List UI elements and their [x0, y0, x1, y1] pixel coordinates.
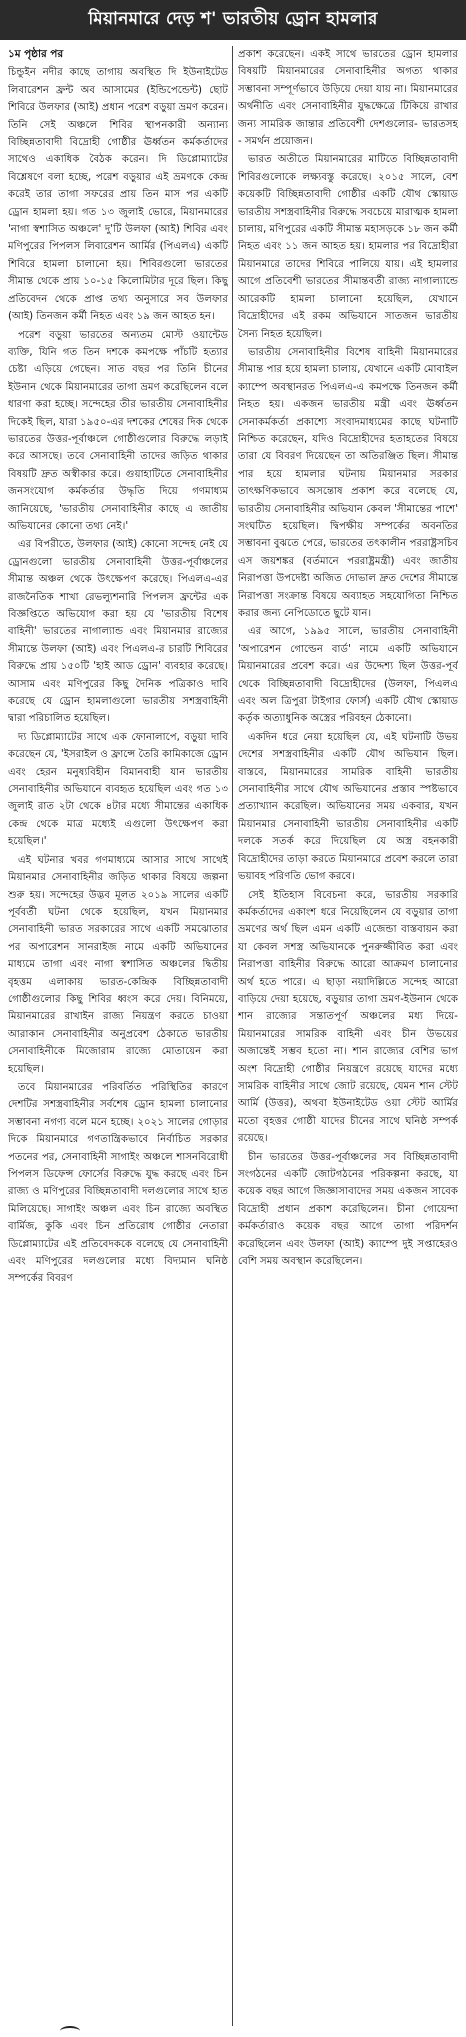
paragraph: দ্য ডিপ্লোম্যাটের সাথে এক ফোনালাপে, বড়ুয়া দাবি করেছেন যে, 'ইসরাইল ও ফ্রান্সে তৈরি কামিকাজে ড্রোন এবং হেরন মনুষ্যবিহীন বিমানবাহী যান ভারতীয় সেনাবাহিনীর অভিযানে ব্যবহৃত হয়েছিল এবং গত ১৩ জুলাই রাত ২টা থেকে ৪টার মধ্যে সীমান্তের একাধিক কেন্দ্র থেকে মাত্র মধ্যেই এগুলো উৎক্ষেপণ করা হয়েছিল।' [8, 731, 228, 848]
paragraph: পরেশ বড়ুয়া ভারতের অন্যতম মোস্ট ওয়ান্টেড ব্যক্তি, যিনি গত তিন দশকে কমপক্ষে পাঁচটি হত্যার চেষ্টা এড়িয়ে গেছেন। সাত বছর পর তিনি চীনের ইউনান থেকে মিয়ানমারের তাগা ভ্রমণ করেছিলেন বলে ধারণা করা হচ্ছে। সন্দেহের তীর ভারতীয় সেনাবাহিনীর দিকেই ছিল, যারা ১৯৫০-এর দশকের শেষের দিক থেকে ভারতের উত্তর-পূর্বাঞ্চলে গোষ্ঠীগুলোর বিরুদ্ধে লড়াই করে আসছে। তবে সেনাবাহিনী তাদের জড়িত থাকার বিষয়টি দ্রুত অস্বীকার করে। গুয়াহাটিতে সেনাবাহিনীর জনসংযোগ কর্মকর্তার উদ্ধৃতি দিয়ে গণমাধ্যম জানিয়েছে, 'ভারতীয় সেনাবাহিনীর কাছে এ জাতীয় অভিযানের কোনো তথ্য নেই।' [8, 329, 228, 532]
continued-label: ১ম পৃষ্ঠার পর [8, 48, 64, 60]
column-divider [232, 46, 233, 2026]
paragraph: চীন ভারতের উত্তর-পূর্বাঞ্চলের সব বিচ্ছিন্নতাবাদী সংগঠনের একটি জোটগঠনের পরিকল্পনা করছে, যা কয়েক বছর আগে জিজ্ঞাসাবাদের সময় একজন সাবেক বিদ্রোহী প্রধান প্রকাশ করেছিলেন। চীনা গোয়েন্দা কর্মকর্তারাও কয়েক বছর আগে তাগা পরিদর্শন করেছিলেন এবং উলফা (আই) ক্যাম্পে দুই সপ্তাহেরও বেশি সময় অবস্থান করেছিলেন। [238, 1151, 458, 1268]
paragraph: সেই ইতিহাস বিবেচনা করে, ভারতীয় সরকারি কর্মকর্তাদের একাংশ ধরে নিয়েছিলেন যে বড়ুয়ার তাগা ভ্রমণের অর্থ ছিল এমন একটি এজেন্ডা বাস্তবায়ন করা যা কেবল সশস্ত্র অভিযানকে পুনরুজ্জীবিত করা এবং নিরাপত্তা বাহিনীর বিরুদ্ধে আরো আক্রমণ চালানোর অর্থ হতে পারে। এ ছাড়া নয়াদিল্লিতে সন্দেহ আরো বাড়িয়ে দেয়া হয়েছে, বড়ুয়ার তাগা ভ্রমণ-ইউনান থেকে শান রাজ্যের সন্তাতপূর্ণ অঞ্চলের মধ্য দিয়ে- মিয়ানমারের সামরিক বাহিনী এবং চীন উভয়ের অজান্তেই সম্ভব হতো না। শান রাজ্যের বেশির ভাগ অংশ বিদ্রোহী গোষ্ঠীর নিয়ন্ত্রণে রয়েছে যাদের মধ্যে সামরিক বাহিনীর সাথে জোট রয়েছে, যেমন শান স্টেট আর্মি (উত্তর), অথবা ইউনাইটেড ওয়া স্টেট আর্মির মতো বৃহত্তর গোষ্ঠী যাদের চীনের সাথে ঘনিষ্ঠ সম্পর্ক রয়েছে। [238, 889, 458, 1145]
paragraph: প্রকাশ করেছেন। একই সাথে ভারতের ড্রোন হামলার বিষয়টি মিয়ানমারের সেনাবাহিনীর অগত্য থাকার সম্ভাবনা সম্পূর্ণভাবে উড়িয়ে দেয়া যায় না। মিয়ানমারের অর্থনীতি এবং সেনাবাহিনীর যুদ্ধক্ষেত্রে টিকিয়ে রাখার জন্য সামরিক জান্তার প্রতিবেশী দেশগুলোর- ভারতসহ - সমর্থন প্রয়োজন। [238, 49, 458, 148]
paragraph: ভারতীয় সেনাবাহিনীর বিশেষ বাহিনী মিয়ানমারের সীমান্ত পার হয়ে হামলা চালায়, যেখানে একটি মোবাইল ক্যাম্পে অবস্থানরত পিএলএ-এ কমপক্ষে তিনজন কর্মী নিহত হয়। একজন ভারতীয় মন্ত্রী এবং ঊর্ধ্বতন সেনাকর্মকর্তা প্রকাশ্যে সংবাদমাধ্যমের কাছে ঘটনাটি নিশ্চিত করেছেন, যদিও বিদ্রোহীদের হতাহতের বিষয়ে তারা যে বিবরণ দিয়েছেন তা অতিরঞ্জিত ছিল। সীমান্ত পার হয়ে হামলার ঘটনায় মিয়ানমার সরকার তাৎক্ষণিকভাবে অসন্তোষ প্রকাশ করে বলেছে যে, ভারতীয় সেনাবাহিনীর অভিযান কেবল 'সীমান্তের পাশে' সংঘটিত হয়েছিল। দ্বিপক্ষীয় সম্পর্কের অবনতির সম্ভাবনা বুঝতে পেরে, ভারতের তৎকালীন পররাষ্ট্রসচিব এস জয়শঙ্কর (বর্তমানে পররাষ্ট্রমন্ত্রী) এবং জাতীয় নিরাপত্তা উপদেষ্টা অজিত দোভাল দ্রুত দেশের সীমান্তে নিরাপত্তা সংক্রান্ত বিষয়ে অব্যাহত সহযোগিতা নিশ্চিত করার জন্য নেপিডোতে ছুটে যান। [238, 346, 458, 619]
headline: মিয়ানমারে দেড় শ' ভারতীয় ড্রোন হামলার [0, 0, 466, 40]
paragraph: এই ঘটনার খবর গণমাধ্যমে আসার সাথে সাথেই মিয়ানমার সেনাবাহিনীর জড়িত থাকার বিষয়ে জল্পনা শুরু হয়। সন্দেহের উদ্ভব মূলত ২০১৯ সালের একটি পূর্ববর্তী ঘটনা থেকে হয়েছিল, যখন মিয়ানমার সেনাবাহিনী ভারত সরকারের সাথে একটি সমঝোতার পর অপারেশন সানরাইজ নামে একটি অভিযানের মাধ্যমে তাগা এবং নাগা স্বশাসিত অঞ্চলের দ্বিতীয় বৃহত্তম এলাকায় ভারত-কেন্দ্রিক বিচ্ছিন্নতাবাদী গোষ্ঠীগুলোর কিছু শিবির ধ্বংস করে দেয়। বিনিময়ে, মিয়ানমারের রাখাইন রাজ্য নিয়ন্ত্রণ করতে চাওয়া আরাকান সেনাবাহিনীর অনুপ্রবেশ ঠেকাতে ভারতীয় সেনাবাহিনীকে মিজোরাম রাজ্যে মোতায়েন করা হয়েছিল। [8, 854, 228, 1075]
paragraph: একদিন ধরে নেয়া হয়েছিল যে, এই ঘটনাটি উভয় দেশের সশস্ত্রবাহিনীর একটি যৌথ অভিযান ছিল। বাস্তবে, মিয়ানমারের সামরিক বাহিনী ভারতীয় সেনাবাহিনীর সাথে যৌথ অভিযানের প্রস্তাব স্পষ্টভাবে প্রত্যাখ্যান করেছিল। অভিযানের সময় একবার, যখন মিয়ানমার সেনাবাহিনী ভারতীয় সেনাবাহিনীর একটি দলকে সতর্ক করে দিয়েছিল যে অস্ত্র বহনকারী বিদ্রোহীদের তাড়া করতে মিয়ানমারে প্রবেশ করলে তারা ভয়াবহ পরিণতি ভোগ করবে। [238, 731, 458, 883]
page-edge-mark [60, 2026, 80, 2036]
left-column [8, 46, 228, 2026]
right-column [238, 46, 458, 2026]
paragraph: চিন্ডুইন নদীর কাছে তাগায় অবস্থিত দি ইউনাইটেড লিবারেশন ফ্রন্ট অব আসামের (ইন্ডিপেন্ডেন্ট) ছোট শিবিরে উলফার (আই) প্রধান পরেশ বড়ুয়া ভ্রমণ করেন। তিনি সেই অঞ্চলে শিবির স্থাপনকারী অন্যান্য বিচ্ছিন্নতাবাদী বিদ্রোহী গোষ্ঠীর ঊর্ধ্বতন কর্মকর্তাদের সাথেও একাধিক বৈঠক করেন। দি ডিপ্লোম্যাটের বিশ্লেষণে বলা হচ্ছে, পরেশ বড়ুয়ার এই ভ্রমণকে কেন্দ্র করেই তার তাগা সফরের প্রায় তিন মাস পর একটি ড্রোন হামলা হয়। গত ১৩ জুলাই ভোরে, মিয়ানমারের 'নাগা স্বশাসিত অঞ্চলে' দু'টি উলফা (আই) শিবির এবং মণিপুরের পিপলস লিবারেশন আর্মির (পিএলএ) একটি শিবিরে হামলা চালানো হয়। শিবিরগুলো ভারতের সীমান্ত থেকে প্রায় ১০-১৫ কিলোমিটার দূরে ছিল। কিছু প্রতিবেদন থেকে প্রাপ্ত তথ্য অনুসারে সব উলফার (আই) তিনজন কর্মী নিহত এবং ১৯ জন আহত হন। [8, 67, 228, 323]
paragraph: ভারত অতীতে মিয়ানমারের মাটিতে বিচ্ছিন্নতাবাদী শিবিরগুলোকে লক্ষ্যবস্তু করেছে। ২০১৫ সালে, বেশ কয়েকটি বিচ্ছিন্নতাবাদী গোষ্ঠীর একটি যৌথ স্কোয়াড ভারতীয় সশস্ত্রবাহিনীর বিরুদ্ধে সবচেয়ে মারাত্মক হামলা চালায়, মণিপুরের একটি সীমান্ত মহাসড়কে ১৮ জন কর্মী নিহত এবং ১১ জন আহত হয়। হামলার পর বিদ্রোহীরা মিয়ানমারে তাদের শিবিরে পালিয়ে যায়। এই হামলার আগে প্রতিবেশী ভারতের সীমান্তবর্তী রাজ্য নাগাল্যান্ডে আরেকটি হামলা চালানো হয়েছিল, যেখানে বিদ্রোহীদের এই রকম অভিযানে সাতজন ভারতীয় সৈন্য নিহত হয়েছিল। [238, 154, 458, 340]
paragraph: এর বিপরীতে, উলফার (আই) কোনো সন্দেহ নেই যে ড্রোনগুলো ভারতীয় সেনাবাহিনী উত্তর-পূর্বাঞ্চলের সীমান্ত অঞ্চল থেকে উৎক্ষেপণ করেছে। পিএলএ-এর রাজনৈতিক শাখা রেভল্যুশনারি পিপলস ফ্রন্টের এক বিজ্ঞপ্তিতে অভিযোগ করা হয় যে 'ভারতীয় বিশেষ বাহিনী' ভারতের নাগাল্যান্ড এবং মিয়ানমার রাজ্যের সীমান্তে উলফা (আই) এবং পিএলএ-র চারটি শিবিরের বিরুদ্ধে প্রায় ১৫০টি 'হাই আড ড্রোন' ব্যবহার করেছে। আসাম এবং মণিপুরের কিছু দৈনিক পত্রিকাও দাবি করেছে যে ড্রোন হামলাগুলো ভারতীয় সশস্ত্রবাহিনী দ্বারা পরিচালিত হয়েছিল। [8, 539, 228, 725]
paragraph: এর আগে, ১৯৯৫ সালে, ভারতীয় সেনাবাহিনী 'অপারেশন গোল্ডেন বার্ড' নামে একটি অভিযানে মিয়ানমারের প্রবেশ করে। এর উদ্দেশ্য ছিল উত্তর-পূর্ব থেকে বিচ্ছিন্নতাবাদী বিদ্রোহীদের (উলফা, পিএলএ এবং অল ত্রিপুরা টাইগার ফোর্স) একটি যৌথ স্কোয়াড কর্তৃক অত্যাধুনিক অস্ত্রের পরিবহন ঠেকানো। [238, 626, 458, 725]
paragraph: তবে মিয়ানমারের পরিবর্তিত পরিস্থিতির কারণে দেশটির সশস্ত্রবাহিনীর সর্বশেষ ড্রোন হামলা চালানোর সম্ভাবনা নগণ্য বলে মনে হচ্ছে। ২০২১ সালের গোড়ার দিকে মিয়ানমারে গণতান্ত্রিকভাবে নির্বাচিত সরকার পতনের পর, সেনাবাহিনী সাগাইং অঞ্চলে শাসনবিরোধী পিপলস ডিফেন্স ফোর্সের বিরুদ্ধে যুদ্ধ করছে এবং চিন রাজ্য ও মণিপুরের বিচ্ছিন্নতাবাদী দলগুলোর সাথে হাত মিলিয়েছে। সাগাইং অঞ্চল এবং চিন রাজ্যে অবস্থিত বার্মিজ, কুকি এবং চিন প্রতিরোধ গোষ্ঠীর নেতারা ডিপ্লোম্যাটের এই প্রতিবেদককে বলেছে যে সেনাবাহিনী এবং মণিপুরের দলগুলোর মধ্যে বিদ্যমান ঘনিষ্ঠ সম্পর্কের বিবরণ [8, 1081, 228, 1285]
